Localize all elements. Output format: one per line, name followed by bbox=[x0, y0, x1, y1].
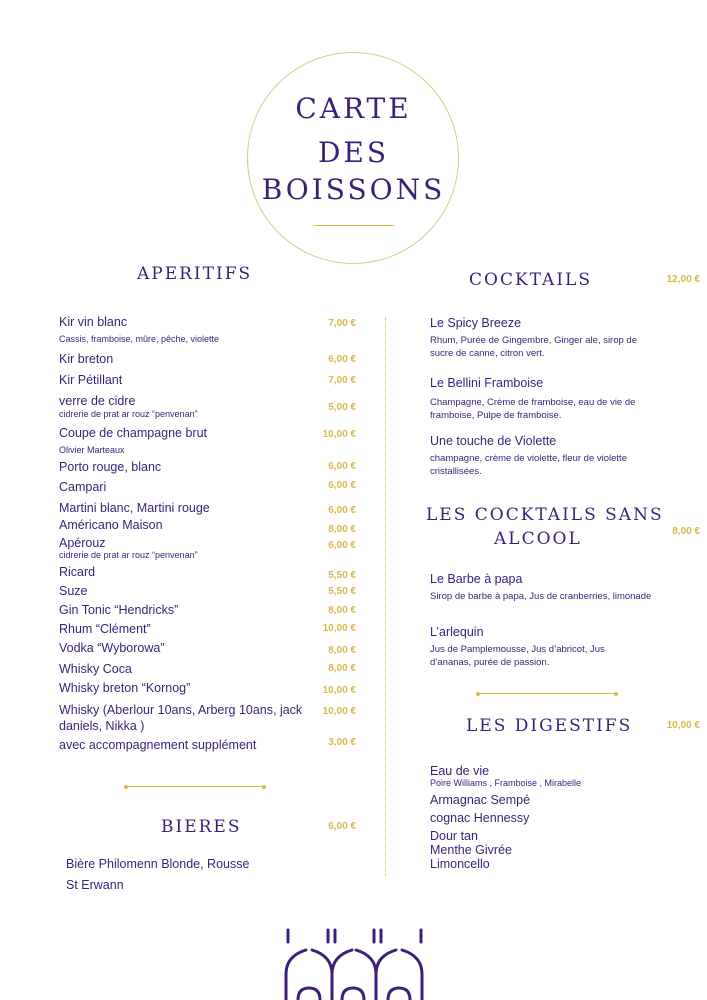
mocktail-description: Sirop de barbe à papa, Jus de cranberries, limonade bbox=[430, 591, 652, 602]
aperitif-price: 7,00 € bbox=[328, 318, 356, 329]
cocktail-description: champagne, crème de violette, fleur de violette cristallisées. bbox=[430, 453, 627, 477]
aperitif-price: 10,00 € bbox=[322, 685, 356, 696]
aperitif-name: Kir vin blanc bbox=[59, 315, 128, 329]
cocktail-name: Une touche de Violette bbox=[430, 434, 557, 448]
aperitif-price: 8,00 € bbox=[328, 645, 356, 656]
digestif-name: Menthe Givrée bbox=[430, 843, 512, 857]
aperitif-name: verre de cidre bbox=[59, 394, 136, 408]
aperitif-name: Whisky Coca bbox=[59, 662, 132, 676]
cocktails-title: COCKTAILS bbox=[469, 270, 592, 290]
aperitif-price: 5,50 € bbox=[328, 586, 356, 597]
aperitif-price: 8,00 € bbox=[328, 663, 356, 674]
aperitif-price: 10,00 € bbox=[322, 429, 356, 440]
section-divider bbox=[478, 693, 616, 694]
aperitif-name: Apérouz bbox=[59, 536, 106, 550]
aperitif-name: Campari bbox=[59, 480, 107, 494]
mocktail-name: Le Barbe à papa bbox=[430, 572, 523, 586]
page-title-line-1: CARTE bbox=[295, 92, 412, 125]
aperitif-price: 5,00 € bbox=[328, 402, 356, 413]
bottles-and-glasses-logo-icon bbox=[276, 926, 430, 1000]
cocktail-description: Rhum, Purée de Gingembre, Ginger ale, sirop de sucre de canne, citron vert. bbox=[430, 335, 637, 359]
aperitif-name: Vodka “Wyborowa” bbox=[59, 641, 165, 655]
aperitif-price: 8,00 € bbox=[328, 524, 356, 535]
aperitif-price: 6,00 € bbox=[328, 480, 356, 491]
aperitif-name: Whisky breton “Kornog” bbox=[59, 681, 191, 695]
aperitifs-title: APERITIFS bbox=[137, 264, 253, 284]
aperitif-detail: cidrerie de prat ar rouz “penvenan” bbox=[59, 550, 198, 560]
aperitif-price: 6,00 € bbox=[328, 540, 356, 551]
digestifs-title: LES DIGESTIFS bbox=[466, 716, 633, 736]
digestif-name: cognac Hennessy bbox=[430, 811, 530, 825]
aperitif-price: 6,00 € bbox=[328, 354, 356, 365]
bieres-price: 6,00 € bbox=[328, 821, 356, 832]
cocktail-name: Le Spicy Breeze bbox=[430, 316, 522, 330]
digestif-name: Limoncello bbox=[430, 857, 490, 871]
aperitif-price: 6,00 € bbox=[328, 505, 356, 516]
aperitif-name: Kir breton bbox=[59, 352, 114, 366]
aperitif-price: 10,00 € bbox=[322, 623, 356, 634]
title-underline bbox=[314, 225, 394, 226]
aperitif-detail: Olivier Marteaux bbox=[59, 445, 125, 455]
digestif-name: Dour tan bbox=[430, 829, 478, 843]
sans-alcool-title-line-2: ALCOOL bbox=[494, 529, 582, 549]
section-divider bbox=[126, 786, 264, 787]
aperitif-detail: Cassis, framboise, mûre, pêche, violette bbox=[59, 334, 220, 344]
aperitif-price: 7,00 € bbox=[328, 375, 356, 386]
aperitif-name: Kir Pétillant bbox=[59, 373, 123, 387]
aperitif-price: 3,00 € bbox=[328, 737, 356, 748]
mocktail-description: Jus de Pamplemousse, Jus d’abricot, Jus d’ananas, purée de passion. bbox=[430, 644, 605, 668]
cocktail-name: Le Bellini Framboise bbox=[430, 376, 544, 390]
digestifs-price: 10,00 € bbox=[666, 720, 700, 731]
aperitif-name: Américano Maison bbox=[59, 518, 163, 532]
biere-line: St Erwann bbox=[66, 878, 124, 892]
aperitif-name: Ricard bbox=[59, 565, 96, 579]
digestif-name: Armagnac Sempé bbox=[430, 793, 531, 807]
column-divider bbox=[385, 318, 386, 876]
aperitif-price: 6,00 € bbox=[328, 461, 356, 472]
sans-alcool-price: 8,00 € bbox=[672, 526, 700, 537]
biere-line: Bière Philomenn Blonde, Rousse bbox=[66, 857, 250, 871]
page-title-line-3: BOISSONS bbox=[261, 173, 446, 206]
aperitif-name: avec accompagnement supplément bbox=[59, 738, 257, 752]
aperitif-detail: cidrerie de prat ar rouz “penvenan” bbox=[59, 409, 198, 419]
aperitif-name: Porto rouge, blanc bbox=[59, 460, 162, 474]
mocktail-name: L’arlequin bbox=[430, 625, 484, 639]
page-title-line-2: DES bbox=[317, 136, 390, 169]
cocktails-price: 12,00 € bbox=[666, 274, 700, 285]
aperitif-name: Suze bbox=[59, 584, 88, 598]
aperitif-price: 5,50 € bbox=[328, 570, 356, 581]
aperitif-price: 8,00 € bbox=[328, 605, 356, 616]
aperitif-price: 10,00 € bbox=[322, 706, 356, 717]
aperitif-name: Gin Tonic “Hendricks” bbox=[59, 603, 179, 617]
aperitif-name: Martini blanc, Martini rouge bbox=[59, 501, 210, 515]
bieres-title: BIERES bbox=[161, 817, 242, 837]
digestif-name: Eau de vie bbox=[430, 764, 490, 778]
sans-alcool-title-line-1: LES COCKTAILS SANS bbox=[426, 505, 664, 525]
aperitif-name: Rhum “Clément” bbox=[59, 622, 151, 636]
aperitif-name: Coupe de champagne brut bbox=[59, 426, 208, 440]
digestif-detail: Poire Williams , Framboise , Mirabelle bbox=[430, 778, 582, 788]
cocktail-description: Champagne, Crème de framboise, eau de vie de framboise, Pulpe de framboise. bbox=[430, 397, 636, 421]
aperitif-name: Whisky (Aberlour 10ans, Arberg 10ans, jack daniels, Nikka ) bbox=[59, 703, 303, 733]
